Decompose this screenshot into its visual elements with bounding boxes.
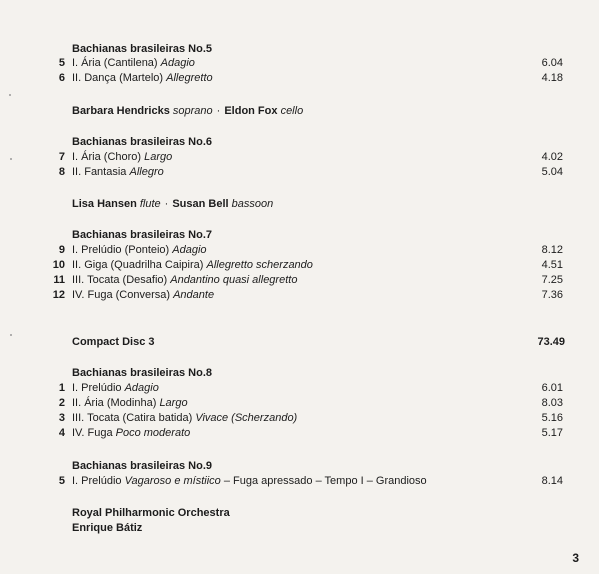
performer-credit: Lisa Hansen flute · Susan Bell bassoon [72, 198, 274, 210]
track-number: 4 [58, 427, 65, 439]
track-duration: 6.04 [541, 57, 563, 69]
track-title: I. Prelúdio Vagaroso e místiico – Fuga apressado – Tempo I – Grandioso [72, 475, 427, 487]
disc-heading [72, 336, 565, 348]
work-title: Bachianas brasileiras No.7 [72, 229, 213, 241]
track-title: I. Prelúdio (Ponteio) Adagio [72, 244, 207, 256]
track-number: 12 [52, 289, 65, 301]
performer-credit: Barbara Hendricks soprano · Eldon Fox cello [72, 105, 304, 117]
track-duration: 4.51 [541, 259, 563, 271]
track-duration: 5.04 [541, 166, 563, 178]
track-row [0, 166, 599, 182]
track-duration: 5.17 [541, 427, 563, 439]
track-row [0, 151, 599, 167]
track-title: III. Tocata (Catira batida) Vivace (Scherzando) [72, 412, 298, 424]
track-row [0, 274, 599, 290]
work-title: Bachianas brasileiras No.5 [72, 43, 213, 55]
track-title: IV. Fuga (Conversa) Andante [72, 289, 215, 301]
conductor-name: Enrique Bátiz [72, 522, 143, 534]
track-row [0, 382, 599, 398]
track-number: 5 [58, 475, 65, 487]
disc-total-duration: 73.49 [537, 336, 565, 348]
track-duration: 8.12 [541, 244, 563, 256]
work-title: Bachianas brasileiras No.9 [72, 460, 213, 472]
work-title: Bachianas brasileiras No.6 [72, 136, 213, 148]
track-row [0, 72, 599, 88]
track-row [0, 289, 599, 305]
track-number: 2 [58, 397, 65, 409]
scan-speck [10, 334, 12, 336]
track-row [0, 244, 599, 260]
track-number: 5 [58, 57, 65, 69]
track-title: I. Ária (Cantilena) Adagio [72, 57, 195, 69]
track-title: II. Ária (Modinha) Largo [72, 397, 188, 409]
track-row [0, 427, 599, 443]
track-number: 1 [58, 382, 65, 394]
scan-speck [10, 158, 12, 160]
track-title: I. Prelúdio Adagio [72, 382, 159, 394]
track-duration: 4.02 [541, 151, 563, 163]
track-number: 11 [53, 274, 65, 286]
track-row [0, 397, 599, 413]
track-number: 3 [58, 412, 65, 424]
track-row [0, 57, 599, 73]
track-duration: 8.14 [541, 475, 563, 487]
scan-speck [9, 94, 11, 96]
work-title: Bachianas brasileiras No.8 [72, 367, 213, 379]
track-row [0, 412, 599, 428]
track-duration: 7.36 [541, 289, 563, 301]
track-duration: 5.16 [541, 412, 563, 424]
track-title: IV. Fuga Poco moderato [72, 427, 191, 439]
track-number: 9 [58, 244, 65, 256]
track-title: II. Fantasia Allegro [72, 166, 164, 178]
track-title: I. Ária (Choro) Largo [72, 151, 173, 163]
orchestra-name: Royal Philharmonic Orchestra [72, 507, 230, 519]
track-number: 7 [58, 151, 65, 163]
track-number: 8 [58, 166, 65, 178]
track-row [0, 475, 599, 491]
track-title: III. Tocata (Desafio) Andantino quasi allegretto [72, 274, 298, 286]
track-number: 6 [58, 72, 65, 84]
track-row [0, 259, 599, 275]
track-title: II. Dança (Martelo) Allegretto [72, 72, 213, 84]
track-title: II. Giga (Quadrilha Caipira) Allegretto scherzando [72, 259, 313, 271]
track-duration: 4.18 [541, 72, 563, 84]
disc-label: Compact Disc 3 [72, 336, 155, 348]
page-number: 3 [572, 551, 579, 565]
track-duration: 6.01 [541, 382, 563, 394]
track-number: 10 [52, 259, 65, 271]
track-duration: 7.25 [541, 274, 563, 286]
track-duration: 8.03 [541, 397, 563, 409]
